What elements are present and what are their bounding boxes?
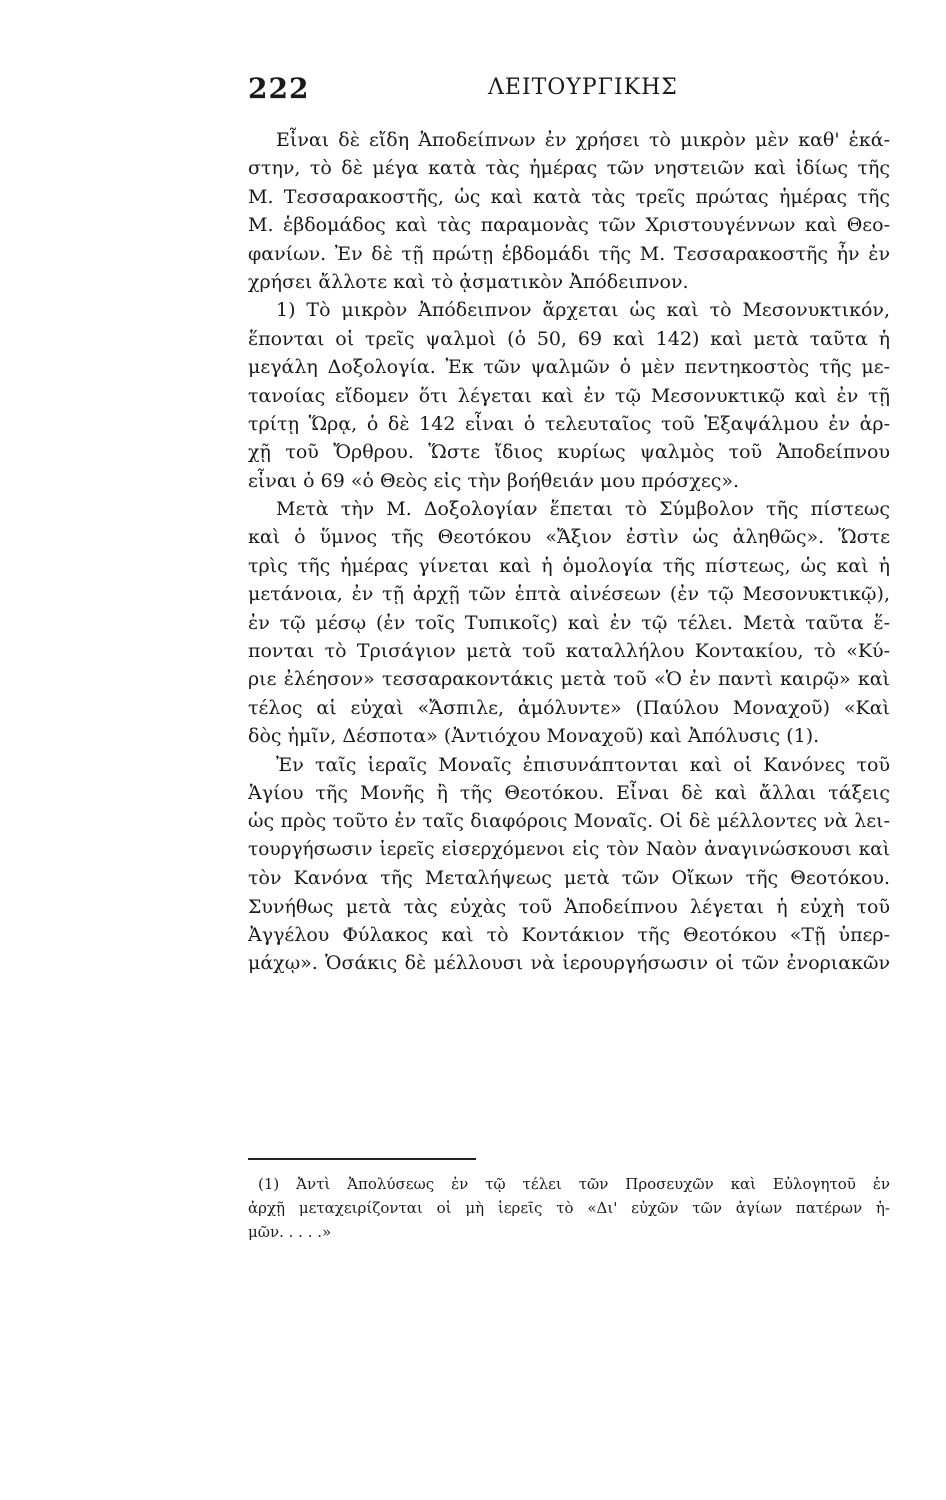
text-line: Ἐν ταῖς ἱεραῖς Μοναῖς ἐπισυνάπτονται καὶ οἱ Κανόνες τοῦ [276, 753, 890, 776]
text-line: Μ. Τεσσαρακοστῆς, ὡς καὶ κατὰ τὰς τρεῖς πρώτας ἡμέρας τῆς [248, 185, 890, 208]
footnotes [248, 1172, 890, 1244]
text-line: φανίων. Ἐν δὲ τῇ πρώτῃ ἑβδομάδι τῆς Μ. Τεσσαρακοστῆς ἦν ἐν [248, 242, 890, 265]
text-line: ἐν τῷ μέσῳ (ἐν τοῖς Τυπικοῖς) καὶ ἐν τῷ τέλει. Μετὰ ταῦτα ἕ- [248, 611, 890, 634]
text-line: χρήσει ἄλλοτε καὶ τὸ ᾀσματικὸν Ἀπόδειπνον. [248, 270, 689, 293]
text-line: τρίτῃ Ὥρᾳ, ὁ δὲ 142 εἶναι ὁ τελευταῖος τοῦ Ἑξαψάλμου ἐν ἀρ- [248, 412, 890, 435]
text-line: Ἀγγέλου Φύλακος καὶ τὸ Κοντάκιον τῆς Θεοτόκου «Τῇ ὑπερ- [248, 923, 890, 946]
text-line: Συνήθως μετὰ τὰς εὐχὰς τοῦ Ἀποδείπνου λέγεται ἡ εὐχὴ τοῦ [248, 895, 890, 918]
text-line: εἶναι ὁ 69 «ὁ Θεὸς εἰς τὴν βοήθειάν μου πρόσχες». [248, 469, 740, 492]
text-line: τανοίας εἴδομεν ὅτι λέγεται καὶ ἐν τῷ Μεσονυκτικῷ καὶ ἐν τῇ [248, 384, 890, 407]
text-line: Μετὰ τὴν Μ. Δοξολογίαν ἕπεται τὸ Σύμβολον τῆς πίστεως [276, 498, 890, 521]
running-head [248, 72, 890, 112]
footnote-line: (1) Ἀντὶ Ἀπολύσεως ἐν τῷ τέλει τῶν Προσευχῶν καὶ Εὐλογητοῦ ἐν [258, 1175, 890, 1193]
footnote-divider [248, 1158, 476, 1160]
text-line: δὸς ἡμῖν, Δέσποτα» (Ἀντιόχου Μοναχοῦ) καὶ Ἀπόλυσις (1). [248, 725, 820, 748]
text-line: μάχῳ». Ὁσάκις δὲ μέλλουσι νὰ ἱερουργήσωσιν οἱ τῶν ἐνοριακῶν [248, 952, 890, 975]
running-title: ΛΕΙΤΟΥΡΓΙΚΗΣ [488, 75, 678, 100]
text-line: μετάνοια, ἐν τῇ ἀρχῇ τῶν ἑπτὰ αἰνέσεων (ἐν τῷ Μεσονυκτικῷ), [248, 583, 890, 606]
body-text [248, 126, 890, 978]
text-line: Εἶναι δὲ εἴδη Ἀποδείπνων ἐν χρήσει τὸ μικρὸν μὲν καθ' ἑκά- [276, 129, 890, 151]
page-number: 222 [248, 72, 310, 105]
text-line: 1) Τὸ μικρὸν Ἀπόδειπνον ἄρχεται ὡς καὶ τὸ Μεσονυκτικόν, [276, 299, 890, 322]
text-line: Μ. ἑβδομάδος καὶ τὰς παραμονὰς τῶν Χριστουγέννων καὶ Θεο- [248, 214, 890, 237]
text-line: καὶ ὁ ὕμνος τῆς Θεοτόκου «Ἄξιον ἐστὶν ὡς ἀληθῶς». Ὥστε [248, 526, 890, 549]
text-line: μεγάλη Δοξολογία. Ἐκ τῶν ψαλμῶν ὁ μὲν πεντηκοστὸς τῆς με- [248, 356, 890, 379]
footnote-line: ἀρχῇ μεταχειρίζονται οἱ μὴ ἱερεῖς τὸ «Δι' εὐχῶν τῶν ἁγίων πατέρων ἡ- [248, 1199, 890, 1217]
footnote-line: μῶν. . . . .» [248, 1223, 332, 1241]
text-line: τρὶς τῆς ἡμέρας γίνεται καὶ ἡ ὁμολογία τῆς πίστεως, ὡς καὶ ἡ [248, 554, 890, 577]
text-line: τέλος αἱ εὐχαὶ «Ἄσπιλε, ἀμόλυντε» (Παύλου Μοναχοῦ) «Καὶ [248, 696, 890, 719]
text-line: ὡς πρὸς τοῦτο ἐν ταῖς διαφόροις Μοναῖς. Οἱ δὲ μέλλοντες νὰ λει- [248, 810, 890, 833]
text-line: ριε ἐλέησον» τεσσαρακοντάκις μετὰ τοῦ «Ὁ ἐν παντὶ καιρῷ» καὶ [248, 668, 890, 691]
text-line: πονται τὸ Τρισάγιον μετὰ τοῦ καταλλήλου Κοντακίου, τὸ «Κύ- [248, 640, 890, 663]
text-line: στην, τὸ δὲ μέγα κατὰ τὰς ἡμέρας τῶν νηστειῶν καὶ ἰδίως τῆς [248, 157, 890, 180]
text-line: ἕπονται οἱ τρεῖς ψαλμοὶ (ὁ 50, 69 καὶ 142) καὶ μετὰ ταῦτα ἡ [248, 327, 890, 350]
text-line: Ἁγίου τῆς Μονῆς ἢ τῆς Θεοτόκου. Εἶναι δὲ καὶ ἄλλαι τάξεις [248, 781, 890, 804]
text-line: χῇ τοῦ Ὄρθρου. Ὥστε ἴδιος κυρίως ψαλμὸς τοῦ Ἀποδείπνου [248, 441, 890, 464]
text-line: τουργήσωσιν ἱερεῖς εἰσερχόμενοι εἰς τὸν Ναὸν ἀναγινώσκουσι καὶ [248, 838, 890, 860]
text-line: τὸν Κανόνα τῆς Μεταλήψεως μετὰ τῶν Οἴκων τῆς Θεοτόκου. [248, 867, 890, 890]
